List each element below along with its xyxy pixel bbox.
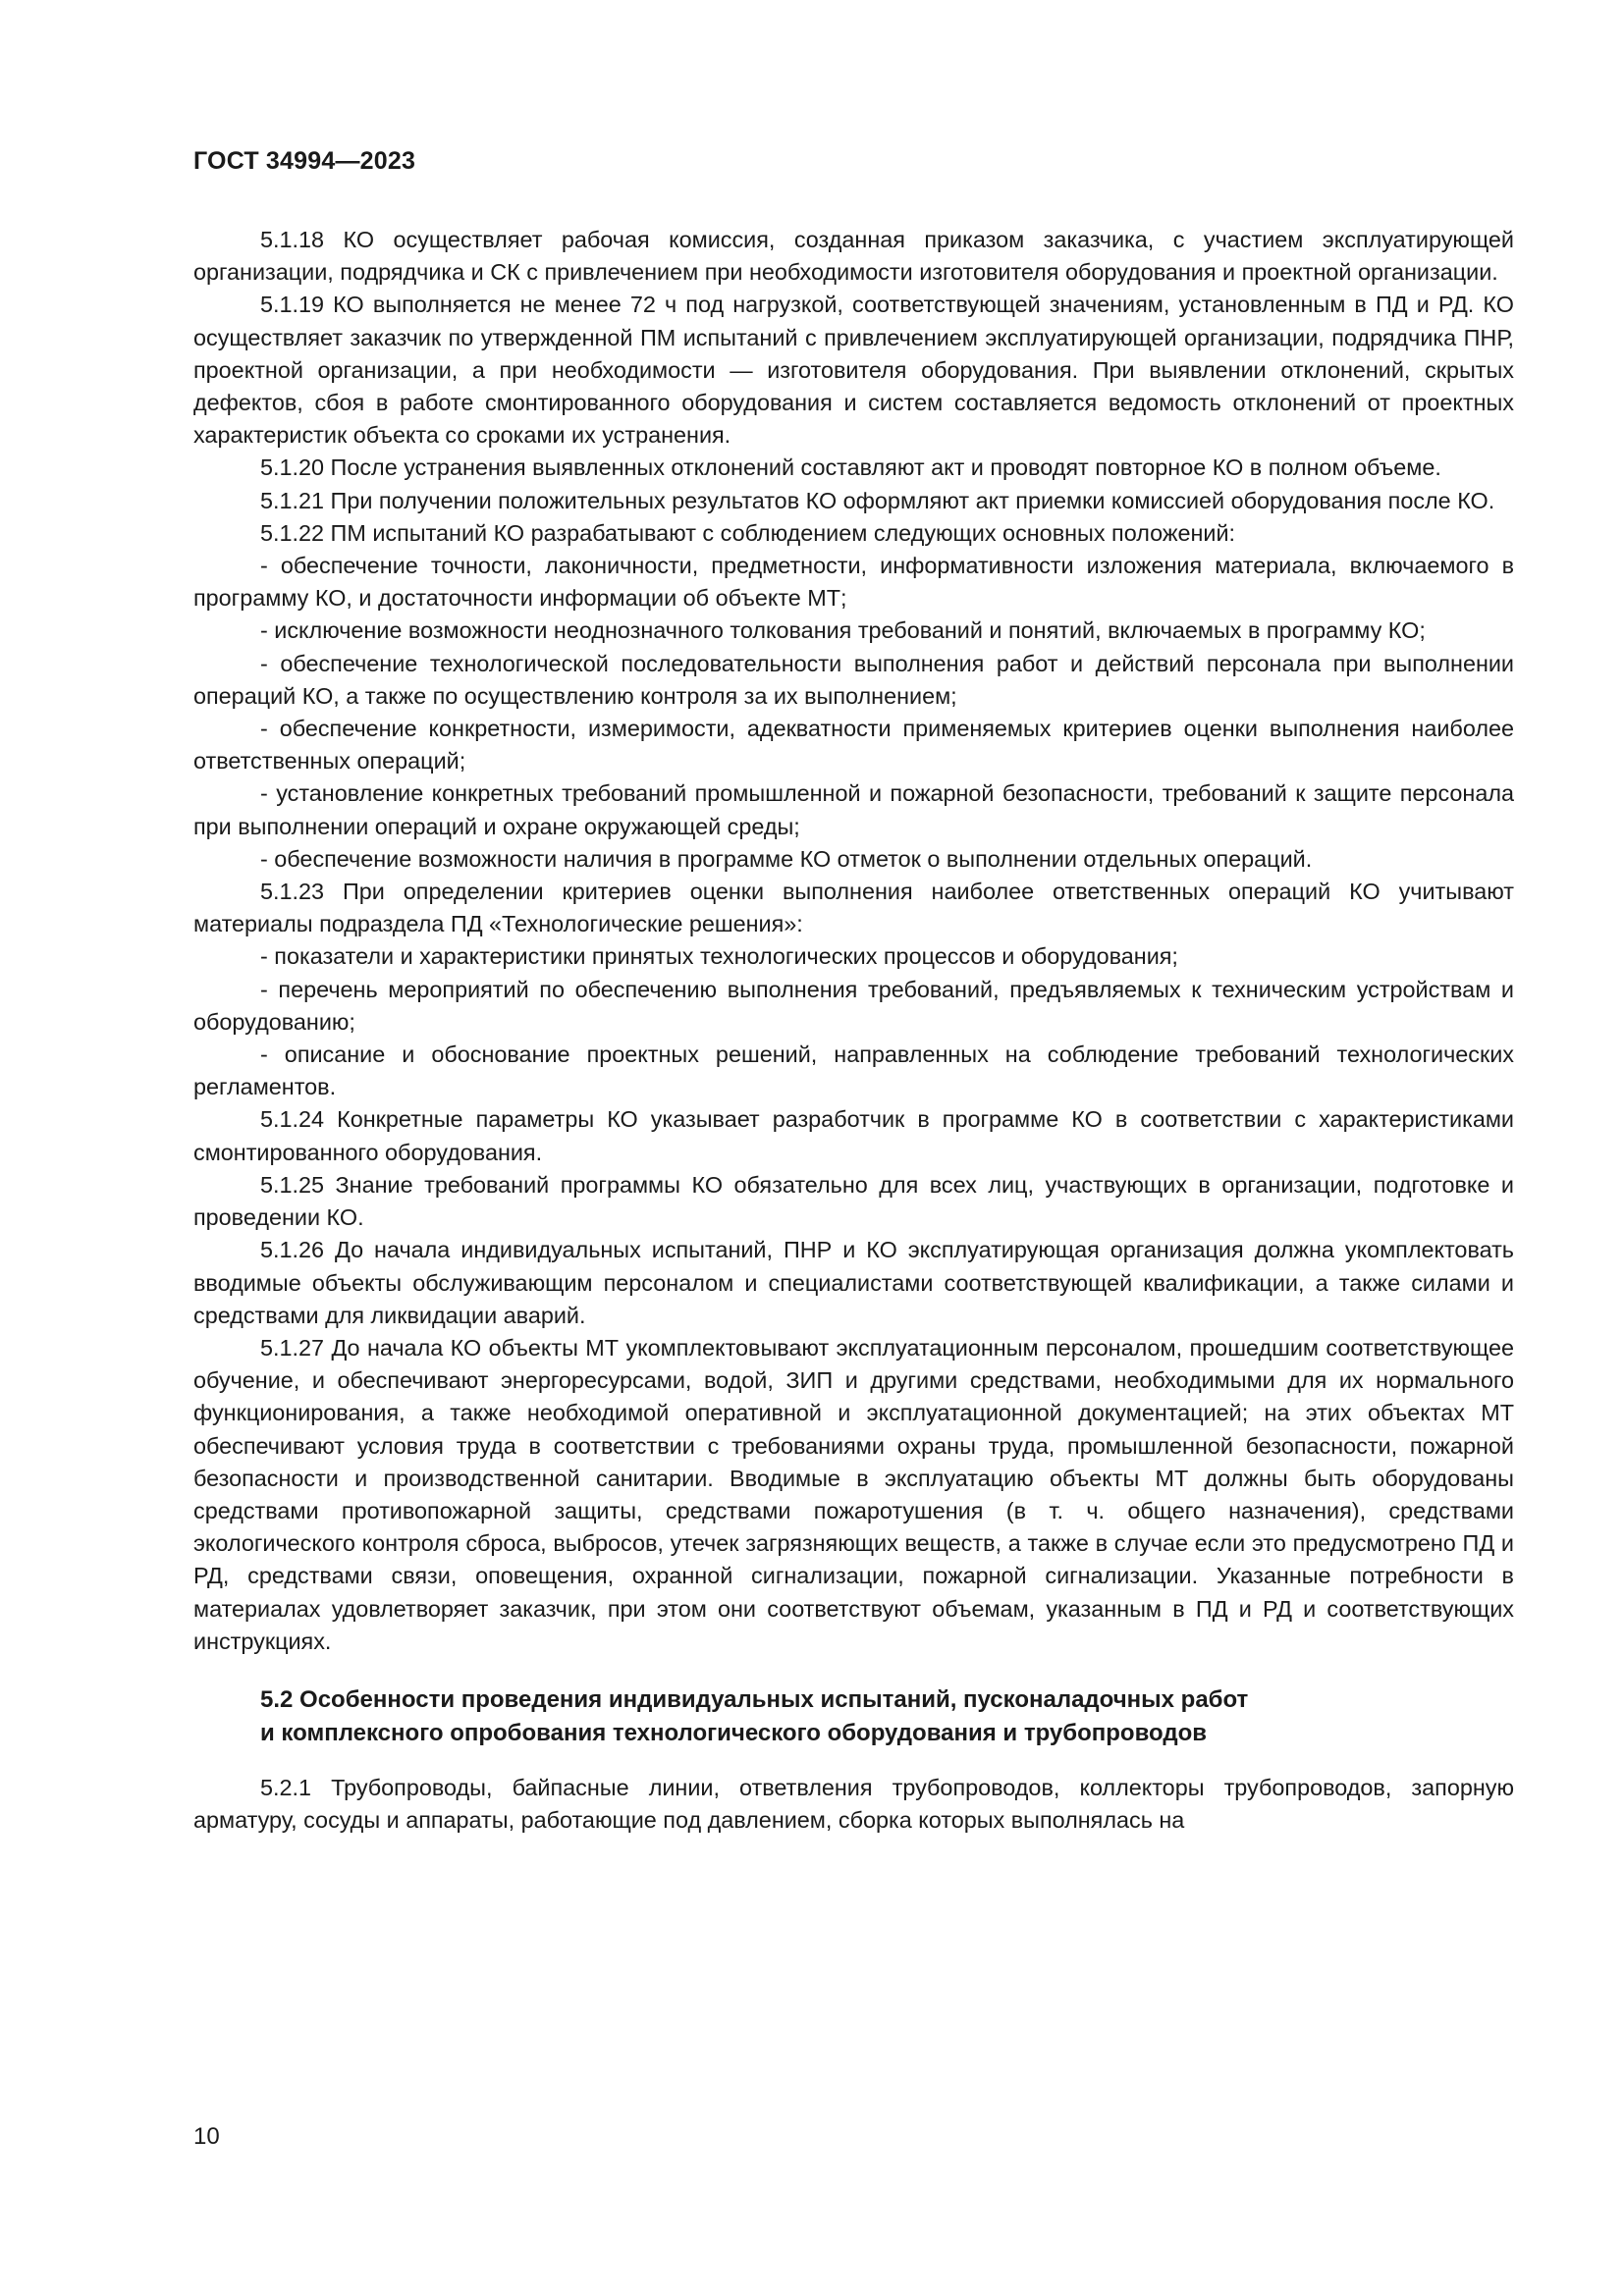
list-item: - обеспечение технологической последовательности выполнения работ и действий персонала при выполнении операций КО, а также по осуществлению контроля за их выполнением; [193,650,1514,709]
paragraph-5-1-24: 5.1.24 Конкретные параметры КО указывает разработчик в программе КО в соответствии с характеристиками смонтированного оборудования. [193,1106,1514,1165]
page-number: 10 [193,2123,220,2150]
list-item: - обеспечение конкретности, измеримости, адекватности применяемых критериев оценки выполнения наиболее ответственных операций; [193,716,1514,774]
paragraph-5-1-19: 5.1.19 КО выполняется не менее 72 ч под нагрузкой, соответствующей значениям, установленным в ПД и РД. КО осуществляет заказчик по утвержденной ПМ испытаний с привлечением эксплуатирующей организации, подрядчика ПНР, проектной организации, а при необходимости — изготовителя оборудования. При выявлении отклонений, скрытых дефектов, сбоя в работе смонтированного оборудования и систем составляется ведомость отклонений от проектных характеристик объекта со сроками их устранения. [193,292,1514,449]
paragraph-5-1-23: 5.1.23 При определении критериев оценки выполнения наиболее ответственных операций КО учитывают материалы подраздела ПД «Технологические решения»: [193,879,1514,937]
paragraph-5-1-21: 5.1.21 При получении положительных результатов КО оформляют акт приемки комиссией оборудования после КО. [260,487,1495,513]
paragraph-5-1-25: 5.1.25 Знание требований программы КО обязательно для всех лиц, участвующих в организации, подготовке и проведении КО. [193,1171,1514,1231]
document-body [193,224,1514,1837]
list-item: - обеспечение возможности наличия в программе КО отметок о выполнении отдельных операций. [260,845,1313,872]
paragraph-5-1-27: 5.1.27 До начала КО объекты МТ укомплектовывают эксплуатационным персоналом, прошедшим соответствующее обучение, и обеспечивают энергоресурсами, водой, ЗИП и другими средствами, необходимыми для их нормального функционирования, а также необходимой оперативной и эксплуатационной документацией; на этих объектах МТ обеспечивают условия труда в соответствии с требованиями охраны труда, промышленной безопасности, пожарной безопасности и производственной санитарии. Вводимые в эксплуатацию объекты МТ должны быть оборудованы средствами противопожарной защиты, средствами пожаротушения (в т. ч. общего назначения), средствами экологического контроля сброса, выбросов, утечек загрязняющих веществ, а также в случае если это предусмотрено ПД и РД, средствами связи, оповещения, охранной сигнализации, пожарной сигнализации. Указанные потребности в материалах удовлетворяет заказчик, при этом они соответствуют объемам, указанным в ПД и РД и соответствующих инструкциях. [193,1334,1514,1654]
list-item: - обеспечение точности, лаконичности, предметности, информативности изложения материала, включаемого в программу КО, и достаточности информации об объекте МТ; [193,553,1514,612]
document-header-id: ГОСТ 34994—2023 [193,147,416,175]
list-item: - перечень мероприятий по обеспечению выполнения требований, предъявляемых к техническим устройствам и оборудованию; [193,976,1514,1035]
list-item: - установление конкретных требований промышленной и пожарной безопасности, требований к защите персонала при выполнении операций и охране окружающей среды; [193,780,1514,839]
paragraph-5-1-26: 5.1.26 До начала индивидуальных испытаний, ПНР и КО эксплуатирующая организация должна укомплектовать вводимые объекты обслуживающим персоналом и специалистами соответствующей квалификации, а также силами и средствами для ликвидации аварий. [193,1237,1514,1328]
paragraph-5-1-22: 5.1.22 ПМ испытаний КО разрабатывают с соблюдением следующих основных положений: [260,519,1236,546]
paragraph-5-1-18: 5.1.18 КО осуществляет рабочая комиссия, созданная приказом заказчика, с участием эксплуатирующей организации, подрядчика и СК с привлечением при необходимости изготовителя оборудования и проектной организации. [193,227,1514,286]
section-heading-line-2: и комплексного опробования технологического оборудования и трубопроводов [260,1719,1208,1746]
paragraph-5-1-20: 5.1.20 После устранения выявленных отклонений составляют акт и проводят повторное КО в полном объеме. [260,454,1441,481]
section-heading-line-1: 5.2 Особенности проведения индивидуальных испытаний, пусконаладочных работ [260,1685,1249,1713]
list-item: - показатели и характеристики принятых технологических процессов и оборудования; [260,943,1178,970]
list-item: - исключение возможности неоднозначного толкования требований и понятий, включаемых в программу КО; [260,617,1426,644]
section-heading-5-2 [193,1683,1514,1750]
list-item: - описание и обоснование проектных решений, направленных на соблюдение требований технологических регламентов. [193,1041,1514,1100]
paragraph-5-2-1: 5.2.1 Трубопроводы, байпасные линии, ответвления трубопроводов, коллекторы трубопроводов, запорную арматуру, сосуды и аппараты, работающие под давлением, сборка которых выполнялась на [193,1774,1514,1834]
